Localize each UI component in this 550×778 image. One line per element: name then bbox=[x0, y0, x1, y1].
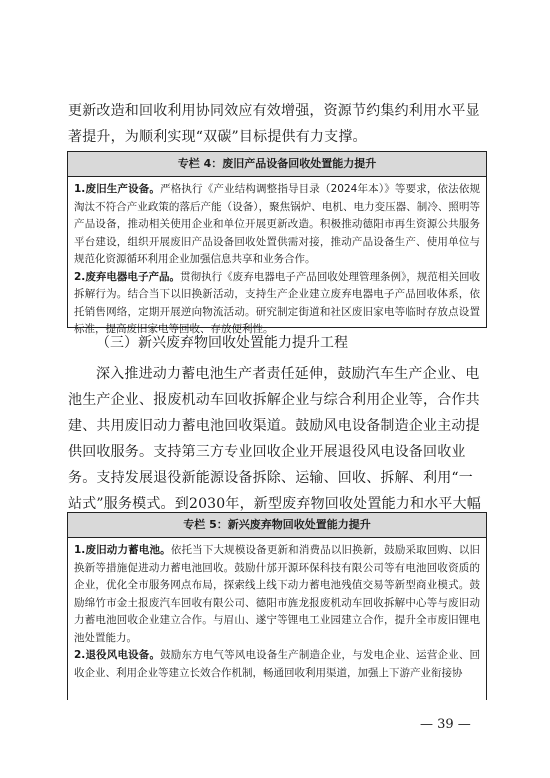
box-5-title: 专栏 5：新兴废弃物回收处置能力提升 bbox=[68, 513, 486, 538]
box-4-body bbox=[68, 177, 486, 343]
box-5-item-1 bbox=[74, 542, 480, 647]
box-5-item-1-head: 1.废旧动力蓄电池。 bbox=[74, 544, 171, 556]
box-4-title: 专栏 4：废旧产品设备回收处置能力提升 bbox=[68, 152, 486, 177]
box-5-item-1-text: 依托当下大规模设备更新和消费品以旧换新，鼓励采取回购、以旧换新等措施促进动力蓄电池回收。鼓励什邡开源环保科技有限公司等有电池回收资质的企业，优化全市服务网点布局，探索线上线下动力蓄电池残值交易等新型商业模式。鼓励绵竹市金土报废汽车回收有限公司、德阳市旌龙报废机动车回收拆解中心等与废旧动力蓄电池回收企业建立合作。与眉山、遂宁等锂电工业园建立合作，提升全市废旧锂电池处置能力。 bbox=[74, 544, 481, 644]
box-4-item-1-text: 严格执行《产业结构调整指导目录（2024年本）》等要求，依法依规淘汰不符合产业政策的落后产能（设备），聚焦锅炉、电机、电力变压器、制冷、照明等产品设备，推动相关使用企业和单位开展更新改造。积极推动德阳市再生资源公共服务平台建设，组织开展废旧产品设备回收处置供需对接，推动产品设备生产、使用单位与规范化资源循环利用企业加强信息共享和业务合作。 bbox=[74, 183, 480, 265]
box-5-body bbox=[68, 538, 486, 686]
box-5-item-2-head: 2.退役风电设备。 bbox=[74, 649, 161, 661]
intro-paragraph: 更新改造和回收利用协同效应有效增强，资源节约集约利用水平显著提升，为顺利实现“双碳”目标提供有力支撑。 bbox=[68, 103, 480, 145]
box-5-item-2 bbox=[74, 647, 480, 682]
box-5-item-2-text: 鼓励东方电气等风电设备生产制造企业，与发电企业、运营企业、回收企业、利用企业等建立长效合作机制，畅通回收利用渠道，加强上下游产业衔接协 bbox=[74, 649, 481, 679]
page-number: — 39 — bbox=[420, 717, 471, 732]
sidebar-box-5 bbox=[67, 512, 487, 700]
box-4-item-2-text: 贯彻执行《废弃电器电子产品回收处理管理条例》，规范相关回收拆解行为。结合当下以旧换新活动，支持生产企业建立废弃电器电子产品回收体系，依托销售网络，定期开展逆向物流活动。研究制定街道和社区废旧家电等临时存放点设置标准，提高废旧家电等回收、存放便利性。 bbox=[74, 270, 480, 335]
section-3-paragraph: 深入推进动力蓄电池生产者责任延伸，鼓励汽车生产企业、电池生产企业、报废机动车回收拆解企业与综合利用企业等，合作共建、共用废旧动力蓄电池回收渠道。鼓励风电设备制造企业主动提供回收服务。支持第三方专业回收企业开展退役风电设备回收业务。支持发展退役新能源设备拆除、运输、回收、拆解、利用“一站式”服务模式。到2030年，新型废弃物回收处置能力和水平大幅 bbox=[68, 366, 481, 512]
section-3-heading: （三）新兴废弃物回收处置能力提升工程 bbox=[96, 335, 348, 351]
box-4-item-1 bbox=[74, 181, 480, 269]
box-4-item-2-head: 2.废弃电器电子产品。 bbox=[74, 270, 181, 283]
box-4-item-2 bbox=[74, 269, 480, 339]
sidebar-box-4 bbox=[67, 151, 487, 335]
box-4-item-1-head: 1.废旧生产设备。 bbox=[74, 183, 161, 195]
